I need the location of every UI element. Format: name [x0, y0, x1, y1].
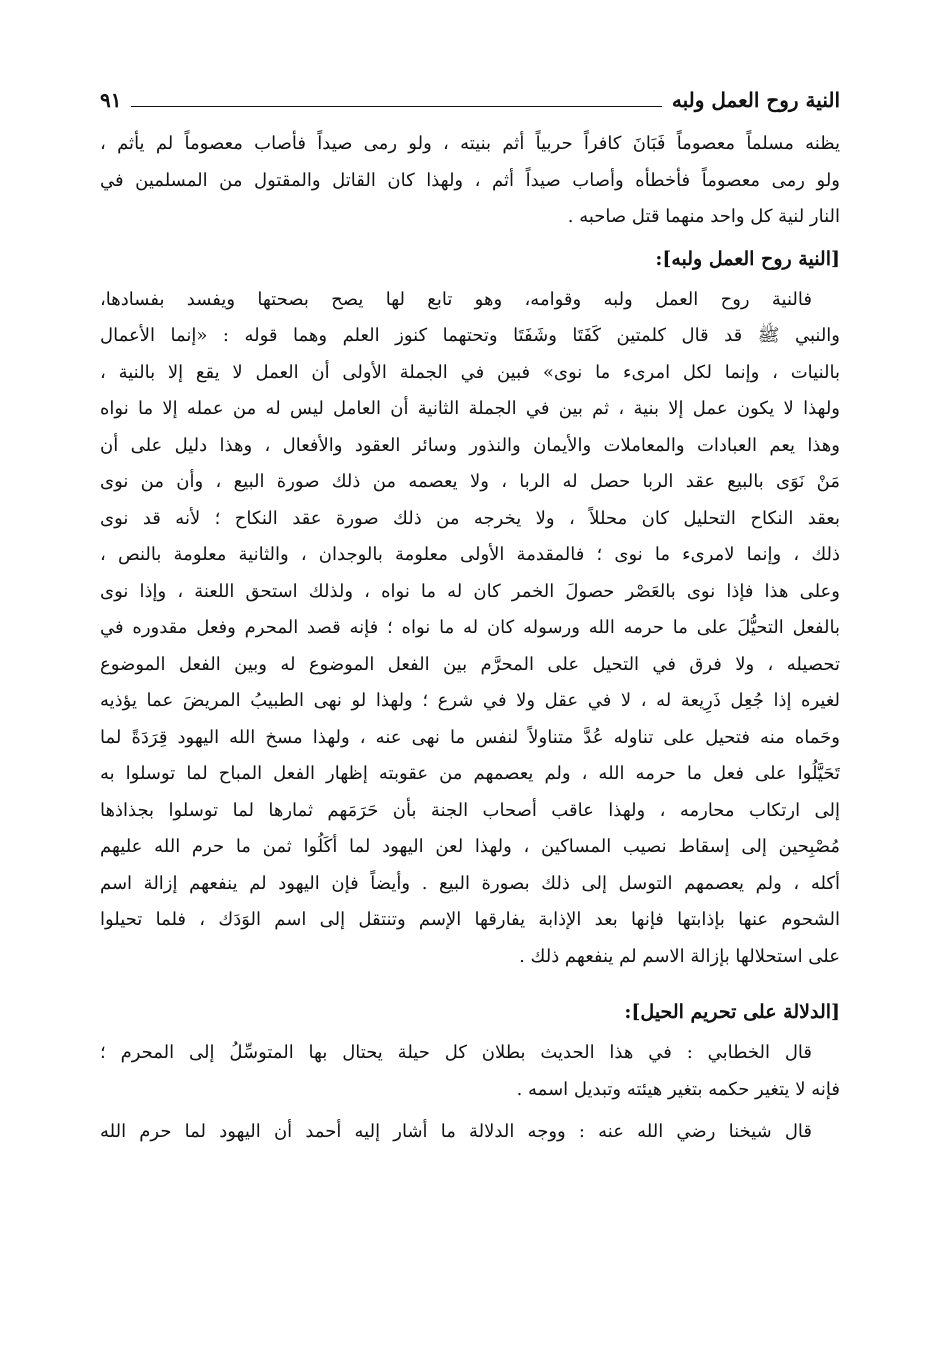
section-2-paragraph: [100, 1035, 840, 1108]
text-line: ذلك ، وإنما لامرىء ما نوى ؛ فالمقدمة الأولى معلومة بالوجدان ، والثانية معلومة بالنص ،: [100, 544, 840, 565]
text-line: قال الخطابي : في هذا الحديث بطلان كل حيلة يحتال بها المتوسِّلُ إلى المحرم ؛: [100, 1042, 812, 1063]
page: [100, 80, 840, 1151]
text-line: فالنية روح العمل ولبه وقوامه، وهو تابع لها يصح بصحتها ويفسد بفسادها،: [100, 288, 812, 310]
text-line: فإنه لا يتغير حكمه بتغير هيئته وتبديل اسمه .: [516, 1078, 840, 1100]
text-line: لغيره إذا جُعِل ذَرِيعة له ، لا في عقل ولا في شرع ؛ ولهذا لو نهى الطبيبُ المريضَ عما يؤذيه: [100, 690, 840, 711]
text-line: مَنْ نَوَى بالبيع عقد الربا حصل له الربا ، ولا يعصمه من ذلك صورة البيع ، وأن من نوى: [100, 471, 840, 492]
text-line: وعلى هذا فإذا نوى بالعَصْر حصولَ الخمر كان له ما نواه ، ولذلك استحق اللعنة ، وإذا نوى: [100, 580, 840, 602]
text-line: مُصْبِحين إلى إسقاط نصيب المساكين ، ولهذا لعن اليهود لما أكَلُوا ثمن ما حرم الله عليهم: [100, 836, 840, 857]
running-head-title: النية روح العمل ولبه: [671, 88, 840, 112]
header-rule: [131, 106, 661, 107]
text-line: قال شيخنا رضي الله عنه : ووجه الدلالة ما أشار إليه أحمد أن اليهود لما حرم الله: [100, 1121, 812, 1142]
section-heading-intention: [النية روح العمل ولبه]:: [655, 247, 840, 270]
text-line: وحَماه منه فتحيل على تناوله عُدَّ متناولاً لنفس ما نهى عنه ، ولهذا مسخ الله اليهود قِرَدَةً لما: [100, 726, 840, 748]
text-line: إلى ارتكاب محارمه ، ولهذا عاقب أصحاب الجنة بأن حَرَمَهم ثمارها لما توسلوا بجذاذها: [100, 799, 840, 821]
text-line: تَحَيَّلُوا على فعل ما حرمه الله ، ولم يعصمهم من عقوبته إظهار الفعل المباح لما توسلوا به: [100, 763, 840, 784]
text-line: يظنه مسلماً معصوماً فَبَانَ كافراً حربياً أثم بنيته ، ولو رمى صيداً فأصاب معصوماً لم يأثم ،: [100, 133, 840, 154]
section-1-paragraph: [100, 282, 840, 976]
text-line: تحصيله ، ولا فرق في التحيل على المحرَّم بين الفعل الموضوع له وبين الفعل الموضوع: [100, 653, 840, 675]
text-line: أكله ، ولم يعصمهم التوسل إلى ذلك بصورة البيع . وأيضاً فإن اليهود لم ينفعهم إزالة اسم: [100, 872, 840, 894]
text-line: بعقد النكاح التحليل كان محللاً ، ولا يخرجه من ذلك صورة عقد النكاح ؛ لأنه قد نوى: [100, 507, 840, 529]
text-line: ولهذا لا يكون عمل إلا بنية ، ثم بين في الجملة الثانية أن العامل ليس له من عمله إلا ما نواه: [100, 398, 840, 419]
text-line: على استحلالها بإزالة الاسم لم ينفعهم ذلك .: [519, 945, 840, 967]
running-head: [100, 80, 840, 120]
text-line: وهذا يعم العبادات والمعاملات والأيمان والنذور وسائر العقود والأفعال ، وهذا دليل على أن: [100, 434, 840, 456]
section-heading-evidence: [الدلالة على تحريم الحيل]:: [624, 1001, 840, 1023]
text-line: بالنيات ، وإنما لكل امرىء ما نوى» فبين في الجملة الأولى أن العمل لا يقع إلا بالنية ،: [100, 361, 840, 383]
text-line: ولو رمى معصوماً فأخطأه وأصاب صيداً أثم ، ولهذا كان القاتل والمقتول من المسلمين في: [100, 169, 840, 191]
text-line: بالفعل التحيُّلَ على ما حرمه الله ورسوله كان له ما نواه ؛ فإنه قصد المحرم وفعل مقدوره في: [100, 617, 840, 638]
section-3-paragraph: [100, 1114, 840, 1151]
page-number: ٩١: [100, 88, 122, 112]
text-line: والنبي ﷺ قد قال كلمتين كَفَتَا وشَفَتَا وتحتهما كنوز العلم وهما قوله : «إنما الأعمال: [100, 325, 840, 346]
intro-paragraph: [100, 126, 840, 236]
text-line: النار لنية كل واحد منهما قتل صاحبه .: [567, 206, 840, 227]
text-line: الشحوم عنها بإذابتها فإنها بعد الإذابة يفارقها الإسم وتنتقل إلى اسم الوَدَك ، فلما تحيلوا: [100, 909, 840, 930]
